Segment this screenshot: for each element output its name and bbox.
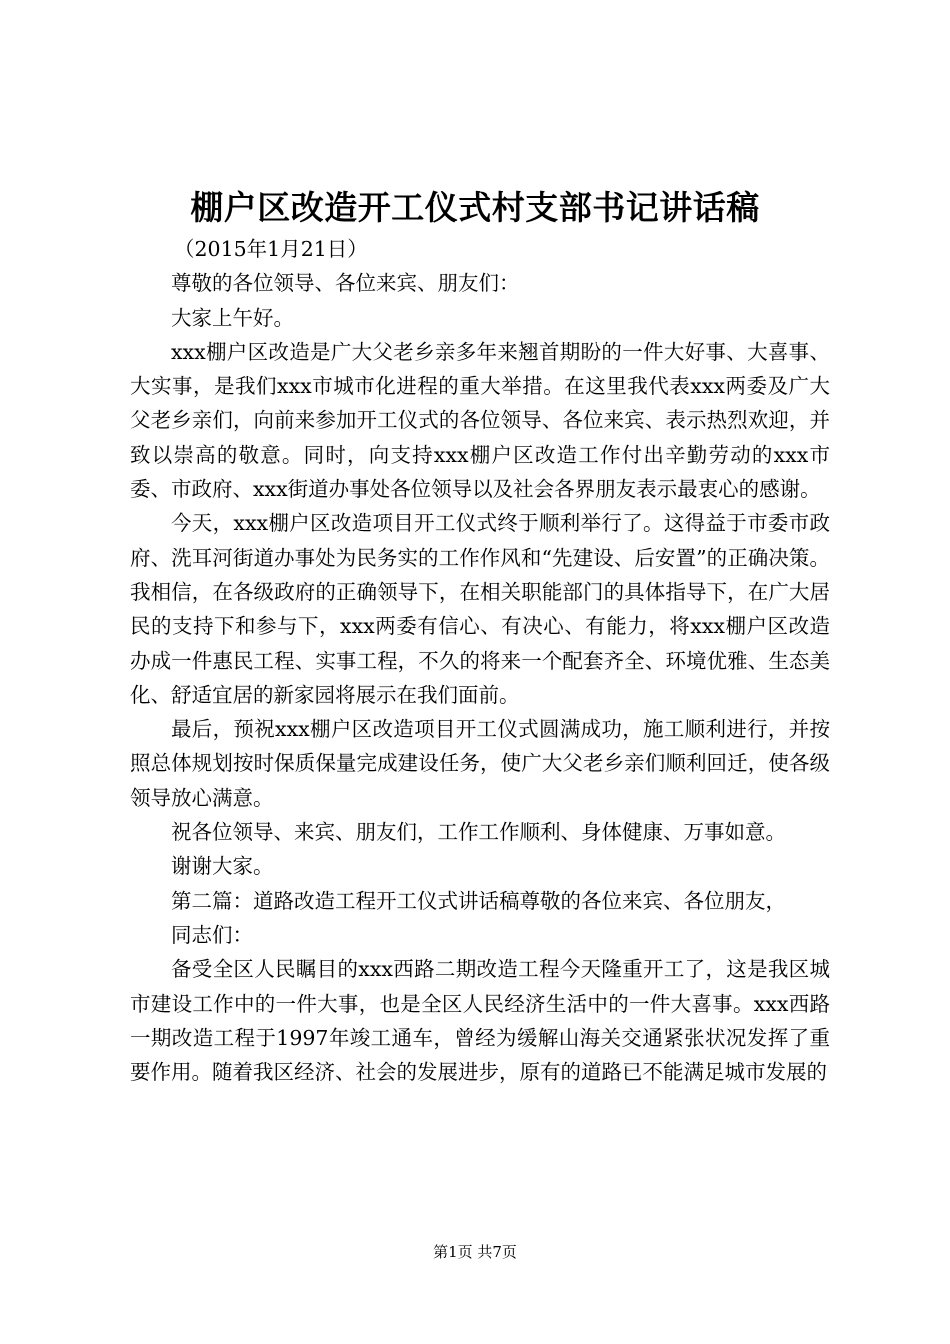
paragraph-second-article-heading: 第二篇：道路改造工程开工仪式讲话稿尊敬的各位来宾、各位朋友， — [171, 888, 786, 913]
paragraph-2: 今天，xxx棚户区改造项目开工仪式终于顺利举行了。这得益于市委市政府、洗耳河街道办事处为民务实的工作作风和“先建设、后安置”的正确决策。我相信，在各级政府的正确领导下，在相关职能部门的具体指导下，在广大居民的支持下和参与下，xxx两委有信心、有决心、有能力，将xxx棚户区改造办成一件惠民工程、实事工程，不久的将来一个配套齐全、环境优雅、生态美化、舒适宜居的新家园将展示在我们面前。 — [130, 511, 830, 707]
paragraph-4: 备受全区人民瞩目的xxx西路二期改造工程今天隆重开工了，这是我区城市建设工作中的一件大事，也是全区人民经济生活中的一件大喜事。xxx西路一期改造工程于1997年竣工通车，曾经为缓解山海关交通紧张状况发挥了重要作用。随着我区经济、社会的发展进步，原有的道路已不能满足城市发展的 — [130, 957, 830, 1085]
paragraph-salutation: 尊敬的各位领导、各位来宾、朋友们： — [171, 271, 520, 296]
document-body — [130, 232, 830, 1089]
paragraph-thanks: 谢谢大家。 — [171, 854, 274, 879]
page-footer: 第1页 共7页 — [433, 1243, 517, 1261]
paragraph-comrades: 同志们： — [171, 922, 253, 947]
paragraph-1: xxx棚户区改造是广大父老乡亲多年来翘首期盼的一件大好事、大喜事、大实事，是我们xxx市城市化进程的重大举措。在这里我代表xxx两委及广大父老乡亲们，向前来参加开工仪式的各位领导、各位来宾、表示热烈欢迎，并致以崇高的敬意。同时，向支持xxx棚户区改造工作付出辛勤劳动的xxx市委、市政府、xxx街道办事处各位领导以及社会各界朋友表示最衷心的感谢。 — [130, 339, 830, 502]
paragraph-3: 最后，预祝xxx棚户区改造项目开工仪式圆满成功，施工顺利进行，并按照总体规划按时保质保量完成建设任务，使广大父老乡亲们顺利回迁，使各级领导放心满意。 — [130, 717, 830, 810]
date-line: （2015年1月21日） — [174, 237, 368, 261]
paragraph-greeting: 大家上午好。 — [171, 305, 294, 330]
paragraph-wishes: 祝各位领导、来宾、朋友们，工作工作顺利、身体健康、万事如意。 — [171, 820, 786, 845]
document-title: 棚户区改造开工仪式村支部书记讲话稿 — [190, 188, 760, 227]
